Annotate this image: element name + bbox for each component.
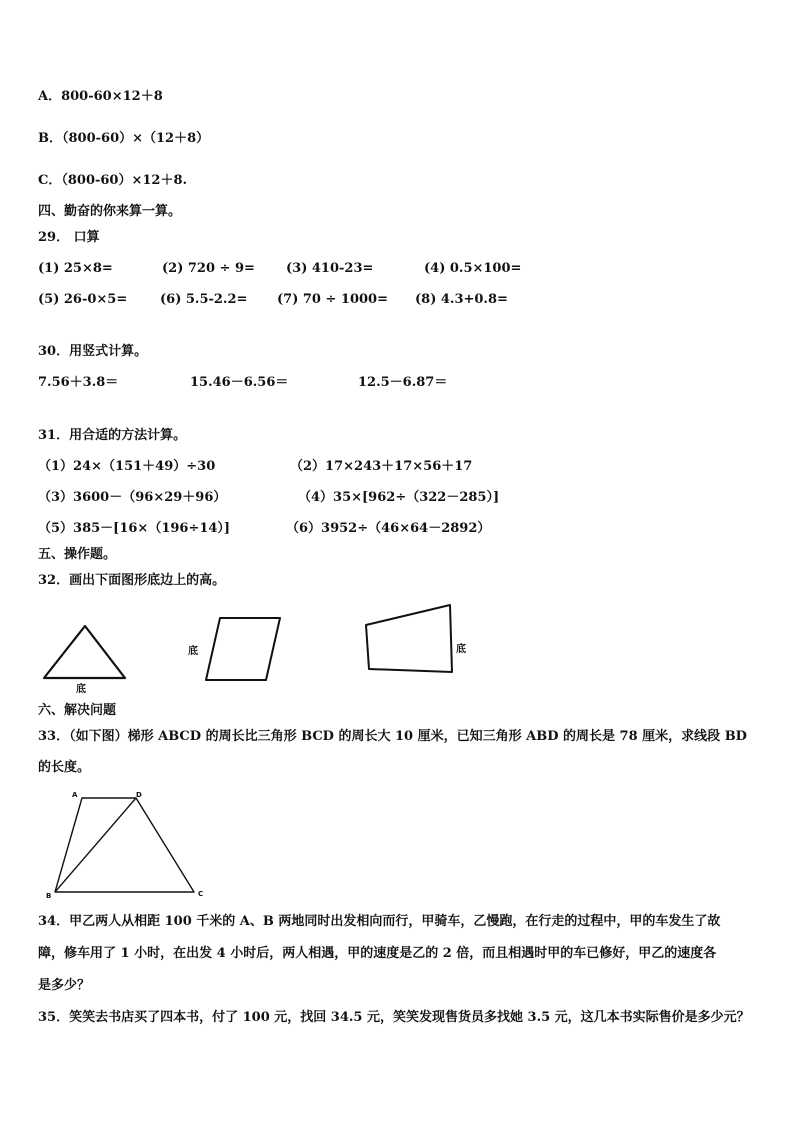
q31-item-1: （1）24×（151＋49）÷30 xyxy=(38,459,216,474)
option-b: B．（800-60）×（12＋8） xyxy=(38,131,210,146)
q30-title: 30．用竖式计算。 xyxy=(38,344,148,359)
vertex-d-label: D xyxy=(136,791,142,799)
q34-text-line-2: 障，修车用了 1 小时，在出发 4 小时后，两人相遇，甲的速度是乙的 2 倍，而且相遇时甲的车已修好，甲乙的速度各 xyxy=(38,946,717,961)
q35-text-line-1: 35．笑笑去书店买了四本书，付了 100 元，找回 34.5 元，笑笑发现售货员多找她 3.5 元，这几本书实际售价是多少元？ xyxy=(38,1010,750,1025)
trapezoid-figure xyxy=(360,602,472,678)
q31-item-6: （6）3952÷（46×64－2892） xyxy=(286,521,491,536)
vertex-a-label: A xyxy=(72,791,78,799)
parallelogram-base-label: 底 xyxy=(188,646,198,657)
q29-item-2: (2) 720 ÷ 9= xyxy=(162,261,255,276)
q31-item-2: （2）17×243＋17×56＋17 xyxy=(290,459,473,474)
parallelogram-figure xyxy=(186,614,286,684)
q30-item-1: 7.56＋3.8＝ xyxy=(38,375,119,390)
trapezoid-abcd-diagram xyxy=(40,786,212,900)
q30-item-3: 12.5－6.87＝ xyxy=(358,375,448,390)
q29-item-6: (6) 5.5-2.2= xyxy=(160,292,248,307)
q29-item-8: (8) 4.3+0.8= xyxy=(415,292,508,307)
q32-title: 32．画出下面图形底边上的高。 xyxy=(38,573,226,588)
option-a: A．800-60×12＋8 xyxy=(38,89,163,104)
q29-item-3: (3) 410-23= xyxy=(286,261,374,276)
option-c: C．（800-60）×12＋8. xyxy=(38,173,188,188)
triangle-base-label: 底 xyxy=(76,684,86,694)
section-4-title: 四、勤奋的你来算一算。 xyxy=(38,204,182,219)
q31-item-3: （3）3600－（96×29＋96） xyxy=(38,490,227,505)
trapezoid-base-label: 底 xyxy=(456,644,466,655)
q29-item-5: (5) 26-0×5= xyxy=(38,292,128,307)
section-6-title: 六、解决问题 xyxy=(38,703,117,718)
vertex-c-label: C xyxy=(198,890,204,898)
q29-item-1: (1) 25×8= xyxy=(38,261,113,276)
q31-title: 31．用合适的方法计算。 xyxy=(38,428,187,443)
q31-item-4: （4）35×[962÷（322－285）] xyxy=(298,490,500,505)
q34-text-line-3: 是多少？ xyxy=(38,978,91,993)
q34-text-line-1: 34．甲乙两人从相距 100 千米的 A、B 两地同时出发相向而行，甲骑车，乙慢跑，在行走的过程中，甲的车发生了故 xyxy=(38,914,721,929)
vertex-b-label: B xyxy=(46,892,52,900)
triangle-figure xyxy=(38,620,138,694)
q29-title: 29． 口算 xyxy=(38,230,100,245)
q30-item-2: 15.46－6.56＝ xyxy=(190,375,289,390)
q33-text-line-2: 的长度。 xyxy=(38,760,91,775)
section-5-title: 五、操作题。 xyxy=(38,547,117,562)
q29-item-4: (4) 0.5×100= xyxy=(424,261,522,276)
q29-item-7: (7) 70 ÷ 1000= xyxy=(277,292,388,307)
q31-item-5: （5）385－[16×（196÷14）] xyxy=(38,521,231,536)
q33-text-line-1: 33．（如下图）梯形 ABCD 的周长比三角形 BCD 的周长大 10 厘米，已知三角形 ABD 的周长是 78 厘米，求线段 BD xyxy=(38,729,747,744)
